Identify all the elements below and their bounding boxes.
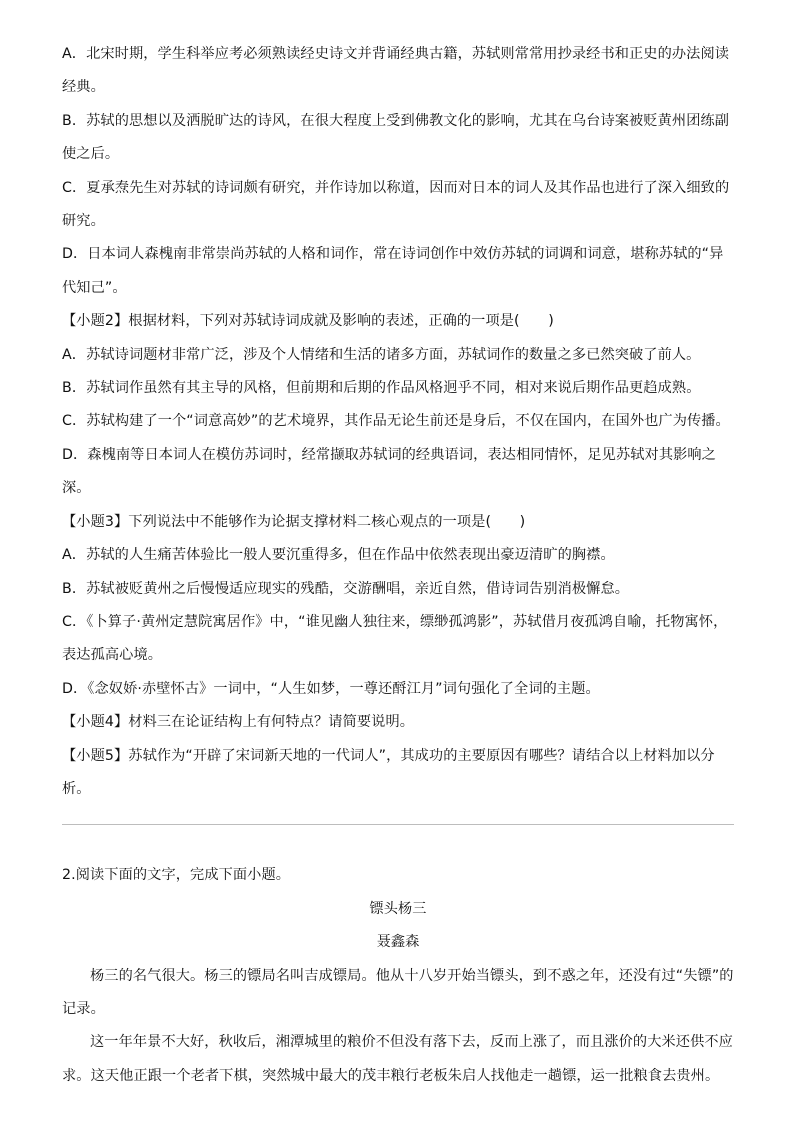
q3-option-b: B．苏轼被贬黄州之后慢慢适应现实的残酷，交游酬唱，亲近自然，借诗词告别消极懈怠。 [62,580,630,597]
q2-option-c: C．苏轼构建了一个“词意高妙”的艺术境界，其作品无论生前还是身后，不仅在国内，在国外也广为传播。 [62,413,730,430]
q2-option-d: D．森槐南等日本词人在模仿苏词时，经常撷取苏轼词的经典语词，表达相同情怀，足见苏轼对其影响之深。 [62,446,716,497]
question-3: 【小题3】下列说法中不能够作为论据支撑材料二核心观点的一项是( ) [62,513,526,530]
document-page [62,38,734,1093]
q3-option-d: D．《念奴娇·赤壁怀古》一词中，“人生如梦，一尊还酹江月”词句强化了全词的主题。 [62,680,600,697]
section-2-intro: 2.阅读下面的文字，完成下面小题。 [62,867,291,884]
section-divider [62,824,734,825]
q3-option-c: C．《卜算子·黄州定慧院寓居作》中，“谁见幽人独往来，缥缈孤鸿影”，苏轼借月夜孤鸿自喻，托物寓怀，表达孤高心境。 [62,613,728,664]
story-title: 镖头杨三 [369,900,427,917]
q1-option-c: C．夏承焘先生对苏轼的诗词颇有研究，并作诗加以称道，因而对日本的词人及其作品也进行了深入细致的研究。 [62,179,730,230]
question-2: 【小题2】根据材料，下列对苏轼诗词成就及影响的表述，正确的一项是( ) [62,313,554,330]
story-paragraph: 这一年年景不大好，秋收后，湘潭城里的粮价不但没有落下去，反而上涨了，而且涨价的大米还供不应求。这天他正跟一个老者下棋，突然城中最大的茂丰粮行老板朱启人找他走一趟镖，运一批粮食去贵州。 [62,1034,733,1084]
q1-option-a: A．北宋时期，学生科举应考必须熟读经史诗文并背诵经典古籍，苏轼则常常用抄录经书和正史的办法阅读经典。 [62,46,730,96]
question-5: 【小题5】苏轼作为“开辟了宋词新天地的一代词人”，其成功的主要原因有哪些？请结合以上材料加以分析。 [62,747,715,797]
story-author: 聂鑫森 [376,934,420,951]
question-4: 【小题4】材料三在论证结构上有何特点？请简要说明。 [62,714,415,731]
q1-option-b: B．苏轼的思想以及洒脱旷达的诗风，在很大程度上受到佛教文化的影响，尤其在乌台诗案被贬黄州团练副使之后。 [62,112,730,163]
q2-option-b: B．苏轼词作虽然有其主导的风格，但前期和后期的作品风格迥乎不同，相对来说后期作品更趋成熟。 [62,380,701,397]
q3-option-a: A．苏轼的人生痛苦体验比一般人要沉重得多，但在作品中依然表现出豪迈清旷的胸襟。 [62,547,615,564]
q1-option-d: D．日本词人森槐南非常崇尚苏轼的人格和词作，常在诗词创作中效仿苏轼的词调和词意，堪称苏轼的“异代知己”。 [62,246,724,296]
story-paragraph: 杨三的名气很大。杨三的镖局名叫吉成镖局。他从十八岁开始当镖头，到不惑之年，还没有过“失镖”的记录。 [62,967,734,1017]
q2-option-a: A．苏轼诗词题材非常广泛，涉及个人情绪和生活的诸多方面，苏轼词作的数量之多已然突破了前人。 [62,346,701,363]
